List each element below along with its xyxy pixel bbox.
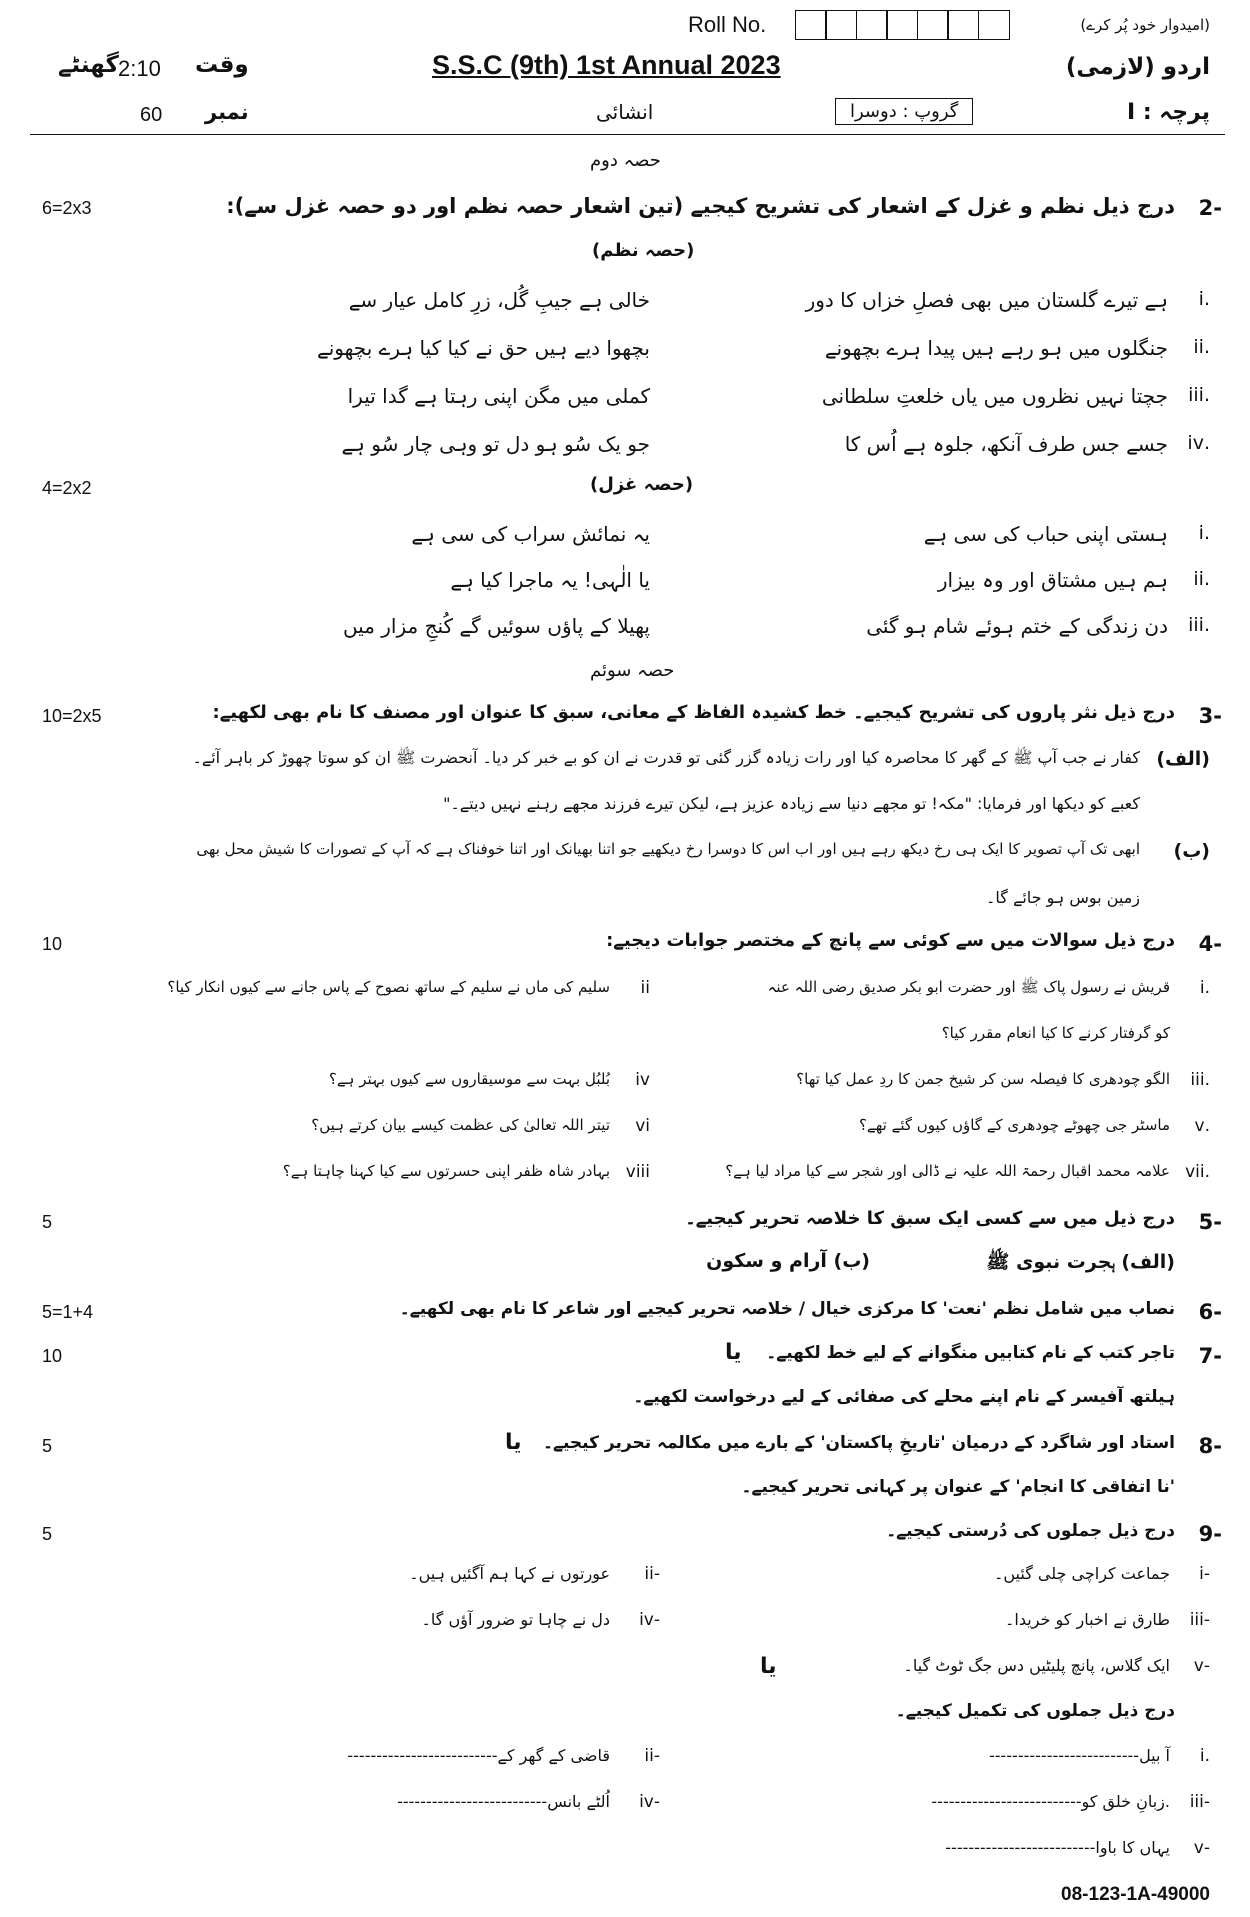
q4-item-6-text: تیتر اللہ تعالیٰ کی عظمت کیسے بیان کرتے ہیں؟ bbox=[311, 1116, 610, 1134]
paper-type: انشائی bbox=[596, 100, 654, 124]
time-unit: گھنٹے bbox=[58, 52, 119, 78]
time-value: 2:10 bbox=[118, 56, 161, 81]
ghazal-marks: 4=2x2 bbox=[42, 478, 92, 498]
q9-fill-5-text: یہاں کا باوا-------------------------- bbox=[945, 1838, 1170, 1857]
group-label: گروپ : دوسرا bbox=[835, 98, 973, 125]
part3-heading: حصہ سوئم bbox=[590, 660, 675, 681]
q2-marks: 6=2x3 bbox=[42, 198, 92, 218]
q6-marks: 5=1+4 bbox=[42, 1302, 94, 1322]
time-label: وقت bbox=[195, 52, 249, 78]
nazm-1-line-a: ہے تیرے گلستان میں بھی فصلِ خزاں کا دور bbox=[805, 288, 1168, 312]
paper-number: پرچہ : I bbox=[1127, 100, 1210, 125]
q4-item-1-cont: کو گرفتار کرنے کا کیا انعام مقرر کیا؟ bbox=[941, 1024, 1170, 1042]
q5-instruction: درج ذیل میں سے کسی ایک سبق کا خلاصہ تحریر کیجیے۔ bbox=[685, 1208, 1175, 1229]
q5-number: -5 bbox=[1198, 1210, 1222, 1234]
nazm-3-number: .iii bbox=[1188, 384, 1210, 406]
ghazal-2-number: .ii bbox=[1193, 568, 1210, 590]
nazm-3-line-a: جچتا نہیں نظروں میں یاں خلعتِ سلطانی bbox=[821, 384, 1168, 408]
q4-item-3-number: .iii bbox=[1190, 1070, 1210, 1090]
q9-fill-3-text: .زبانِ خلق کو-------------------------- bbox=[931, 1792, 1170, 1811]
q9-fill-2-text: قاضی کے گھر کے-------------------------- bbox=[347, 1746, 610, 1765]
roll-box[interactable] bbox=[886, 10, 918, 40]
q7-marks: 10 bbox=[42, 1346, 63, 1366]
nazm-4-number: .iv bbox=[1187, 432, 1210, 454]
q4-item-8-number: viii bbox=[625, 1162, 650, 1182]
q9-or: یا bbox=[760, 1654, 777, 1679]
q9-alt-instruction: درج ذیل جملوں کی تکمیل کیجیے۔ bbox=[895, 1701, 1175, 1721]
q4-item-3-text: الگو چودھری کا فیصلہ سن کر شیخ جمن کا ردِ عمل کیا تھا؟ bbox=[796, 1070, 1170, 1088]
ghazal-3-line-a: دن زندگی کے ختم ہوئے شام ہو گئی bbox=[866, 614, 1168, 638]
ghazal-3-number: .iii bbox=[1188, 614, 1210, 636]
q3-alif-line1: کفار نے جب آپ ﷺ کے گھر کا محاصرہ کیا اور رات زیادہ گزر گئی تو قدرت نے ان کو بے خبر کر دیا۔ آنحضرت ﷺ ان کو سوتا چھوڑ کر باہر آئے۔ bbox=[192, 748, 1140, 767]
header-divider bbox=[30, 134, 1225, 135]
q8-or: یا bbox=[505, 1430, 522, 1455]
q9-item-4-text: دل نے چاہا تو ضرور آؤں گا۔ bbox=[421, 1610, 610, 1629]
q4-item-5-number: .v bbox=[1194, 1116, 1210, 1136]
q4-item-7-text: علامہ محمد اقبال رحمۃ اللہ علیہ نے ڈالی اور شجر سے کیا مراد لیا ہے؟ bbox=[725, 1162, 1170, 1180]
q5-option-a: (الف) ہجرت نبوی ﷺ bbox=[986, 1251, 1175, 1273]
q3-alif-line2: کعبے کو دیکھا اور فرمایا: "مکہ! تو مجھے دنیا سے زیادہ عزیز ہے، لیکن تیرے فرزند مجھے رہنے نہیں دیتے۔" bbox=[443, 794, 1140, 813]
ghazal-2-line-b: یا الٰہی! یہ ماجرا کیا ہے bbox=[450, 568, 650, 592]
q7-alternative: ہیلتھ آفیسر کے نام اپنے محلے کی صفائی کے لیے درخواست لکھیے۔ bbox=[633, 1387, 1175, 1407]
q4-item-8-text: بہادر شاہ ظفر اپنی حسرتوں سے کیا کہنا چاہتا ہے؟ bbox=[282, 1162, 610, 1180]
q4-item-1-number: .i bbox=[1199, 978, 1210, 998]
q9-item-4-number: -iv bbox=[639, 1610, 660, 1630]
roll-box[interactable] bbox=[917, 10, 949, 40]
ghazal-3-line-b: پھیلا کے پاؤں سوئیں گے کُنجِ مزار میں bbox=[342, 614, 650, 638]
roll-box[interactable] bbox=[978, 10, 1010, 40]
q9-fill-5-number: -v bbox=[1193, 1838, 1210, 1858]
q4-item-2-text: سلیم کی ماں نے سلیم کے ساتھ نصوح کے پاس جانے سے کیوں انکار کیا؟ bbox=[167, 978, 610, 996]
nazm-2-line-a: جنگلوں میں ہو رہے ہیں پیدا ہرے بچھونے bbox=[824, 336, 1168, 360]
q2-instruction: درج ذیل نظم و غزل کے اشعار کی تشریح کیجیے (تین اشعار حصہ نظم اور دو حصہ غزل سے): bbox=[226, 194, 1175, 218]
marks-value: 60 bbox=[140, 104, 163, 126]
q9-number: -9 bbox=[1198, 1522, 1222, 1546]
ghazal-1-number: .i bbox=[1198, 522, 1210, 544]
q4-item-4-number: iv bbox=[635, 1070, 650, 1090]
q4-item-2-number: ii bbox=[640, 978, 650, 998]
q6-instruction: نصاب میں شامل نظم 'نعت' کا مرکزی خیال / خلاصہ تحریر کیجیے اور شاعر کا نام بھی لکھیے۔ bbox=[399, 1299, 1175, 1319]
q8-number: -8 bbox=[1198, 1434, 1222, 1458]
roll-box[interactable] bbox=[947, 10, 979, 40]
q6-number: -6 bbox=[1198, 1300, 1222, 1324]
q9-fill-4-text: اُلٹے بانس-------------------------- bbox=[397, 1792, 610, 1811]
q4-item-1-text: قریش نے رسول پاک ﷺ اور حضرت ابو بکر صدیق رضی اللہ عنہ bbox=[767, 978, 1170, 996]
roll-box[interactable] bbox=[856, 10, 888, 40]
q4-item-6-number: vi bbox=[635, 1116, 650, 1136]
q4-instruction: درج ذیل سوالات میں سے کوئی سے پانچ کے مختصر جوابات دیجیے: bbox=[606, 930, 1175, 951]
roll-number-label: Roll No. bbox=[688, 12, 767, 37]
nazm-1-number: .i bbox=[1198, 288, 1210, 310]
exam-title: S.S.C (9th) 1st Annual 2023 bbox=[432, 50, 781, 80]
q7-or: یا bbox=[725, 1340, 742, 1365]
q2-number: -2 bbox=[1198, 196, 1222, 220]
q7-instruction: تاجر کتب کے نام کتابیں منگوانے کے لیے خط لکھیے۔ bbox=[766, 1343, 1175, 1363]
q3-number: -3 bbox=[1198, 704, 1222, 728]
q3-instruction: درج ذیل نثر پاروں کی تشریح کیجیے۔ خط کشیدہ الفاظ کے معانی، سبق کا عنوان اور مصنف کا نام بھی لکھیے: bbox=[212, 702, 1175, 723]
q3-marks: 10=2x5 bbox=[42, 706, 102, 726]
q9-item-1-text: جماعت کراچی چلی گئیں۔ bbox=[994, 1564, 1170, 1583]
q3-be-line2: زمین بوس ہو جائے گا۔ bbox=[986, 888, 1140, 907]
q9-fill-2-number: -ii bbox=[644, 1746, 660, 1766]
q9-fill-3-number: -iii bbox=[1189, 1792, 1210, 1812]
q9-fill-1-number: .i bbox=[1199, 1746, 1210, 1766]
q9-fill-1-text: آ بیل-------------------------- bbox=[988, 1746, 1170, 1765]
roll-box[interactable] bbox=[825, 10, 857, 40]
q9-marks: 5 bbox=[42, 1524, 53, 1544]
q7-number: -7 bbox=[1198, 1344, 1222, 1368]
q4-marks: 10 bbox=[42, 934, 63, 954]
candidate-note: (امیدوار خود پُر کرے) bbox=[1080, 16, 1210, 34]
nazm-3-line-b: کملی میں مگن اپنی رہتا ہے گدا تیرا bbox=[347, 384, 650, 408]
q9-item-5-number: -v bbox=[1193, 1656, 1210, 1676]
q5-option-b: (ب) آرام و سکون bbox=[706, 1250, 870, 1272]
q9-item-1-number: -i bbox=[1199, 1564, 1210, 1584]
ghazal-1-line-b: یہ نمائش سراب کی سی ہے bbox=[411, 522, 650, 546]
subject: اردو (لازمی) bbox=[1065, 54, 1210, 80]
q8-instruction: استاد اور شاگرد کے درمیان 'تاریخِ پاکستان' کے بارے میں مکالمہ تحریر کیجیے۔ bbox=[543, 1433, 1175, 1453]
ghazal-1-line-a: ہستی اپنی حباب کی سی ہے bbox=[923, 522, 1168, 546]
q3-be-line1: ابھی تک آپ تصویر کا ایک ہی رخ دیکھ رہے ہیں اور اب اس کا دوسرا رخ دیکھیے جو اتنا بھیانک اور اتنا خوفناک ہے کہ آپ کے تصورات کا شیش محل بھی bbox=[196, 840, 1140, 858]
nazm-2-number: .ii bbox=[1193, 336, 1210, 358]
roll-box[interactable] bbox=[795, 10, 827, 40]
q9-item-5-text: ایک گلاس، پانچ پلیٹیں دس جگ ٹوٹ گیا۔ bbox=[903, 1656, 1170, 1675]
q8-alternative: 'نا اتفاقی کا انجام' کے عنوان پر کہانی تحریر کیجیے۔ bbox=[741, 1477, 1175, 1497]
q9-item-3-text: طارق نے اخبار کو خریدا۔ bbox=[1005, 1610, 1170, 1629]
nazm-1-line-b: خالی ہے جیبِ گُل، زرِ کامل عیار سے bbox=[348, 288, 650, 312]
ghazal-heading: (حصہ غزل) bbox=[590, 474, 694, 495]
ghazal-2-line-a: ہم ہیں مشتاق اور وہ بیزار bbox=[937, 568, 1168, 592]
paper-code: 08-123-1A-49000 bbox=[1061, 1884, 1210, 1905]
q4-number: -4 bbox=[1198, 932, 1222, 956]
nazm-4-line-a: جسے جس طرف آنکھ، جلوہ ہے اُس کا bbox=[844, 432, 1168, 456]
q9-instruction: درج ذیل جملوں کی دُرستی کیجیے۔ bbox=[886, 1521, 1175, 1541]
q5-marks: 5 bbox=[42, 1212, 53, 1232]
nazm-2-line-b: بچھوا دیے ہیں حق نے کیا کیا ہرے بچھونے bbox=[316, 336, 650, 360]
q9-item-3-number: -iii bbox=[1189, 1610, 1210, 1630]
part2-heading: حصہ دوم bbox=[590, 150, 661, 171]
q9-item-2-number: -ii bbox=[644, 1564, 660, 1584]
q9-fill-4-number: -iv bbox=[639, 1792, 660, 1812]
q8-marks: 5 bbox=[42, 1436, 53, 1456]
q3-alif-label: (الف) bbox=[1156, 748, 1210, 770]
q4-item-7-number: .vii bbox=[1185, 1162, 1210, 1182]
q9-item-2-text: عورتوں نے کہا ہم آگئیں ہیں۔ bbox=[409, 1564, 610, 1583]
nazm-4-line-b: جو یک سُو ہو دل تو وہی چار سُو ہے bbox=[341, 432, 650, 456]
marks-label: نمبر bbox=[205, 100, 249, 124]
nazm-heading: (حصہ نظم) bbox=[592, 240, 695, 261]
q4-item-5-text: ماسٹر جی چھوٹے چودھری کے گاؤں کیوں گئے تھے؟ bbox=[858, 1116, 1170, 1134]
roll-number-boxes[interactable] bbox=[796, 10, 1010, 40]
q4-item-4-text: بُلبُل بہت سے موسیقاروں سے کیوں بہتر ہے؟ bbox=[328, 1070, 610, 1088]
q3-be-label: (ب) bbox=[1173, 840, 1210, 862]
